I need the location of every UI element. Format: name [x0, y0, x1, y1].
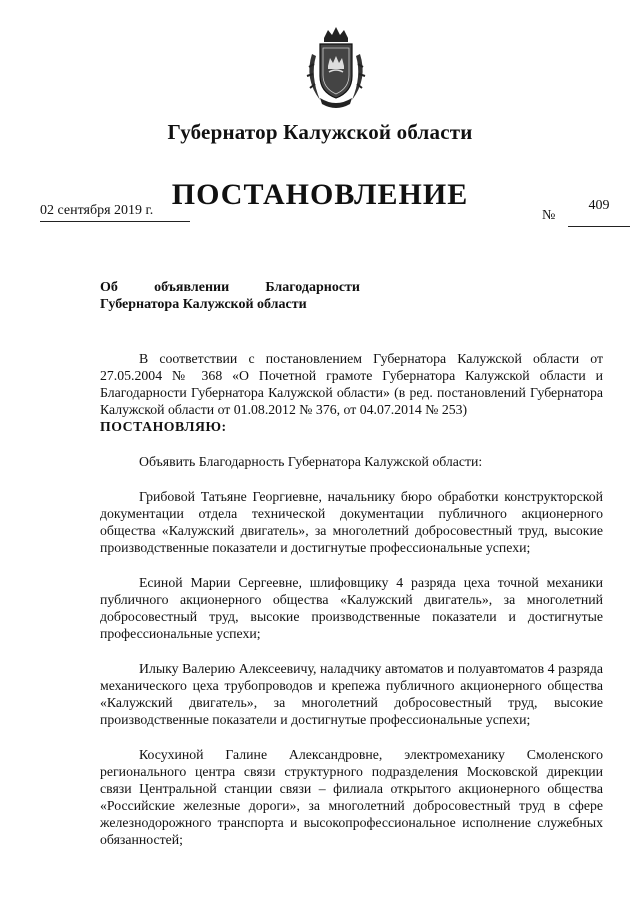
document-type-title: ПОСТАНОВЛЕНИЕ — [171, 178, 469, 211]
subject-line-1 — [100, 279, 360, 296]
kaluga-coat-of-arms-icon — [300, 24, 372, 110]
subject-word-3: Благодарности — [265, 280, 360, 295]
issuing-authority: Губернатор Калужской области — [167, 120, 473, 144]
recipient-paragraph-1: Грибовой Татьяне Георгиевне, начальнику бюро обработки конструкторской документации отдела технической документации публичного акционерного общества «Калужский двигатель», за многолетний добросовестный труд, высокие производственные показатели и достигнутые профессиональные успехи; — [100, 489, 603, 555]
document-date: 02 сентября 2019 г. — [40, 203, 190, 222]
preamble-paragraph: В соответствии с постановлением Губернатора Калужской области от 27.05.2004 № 368 «О Почетной грамоте Губернатора Калужской области и Благодарности Губернатора Калужской области» (в ред. постановлений Губернатора Калужской области от 01.08.2012 № 376, от 04.07.2014 № 253) — [100, 351, 603, 417]
announce-paragraph: Объявить Благодарность Губернатора Калужской области: — [139, 454, 483, 469]
recipient-paragraph-3: Илыку Валерию Алексеевичу, наладчику автоматов и полуавтоматов 4 разряда механического цеха трубопроводов и крепежа публичного акционерного общества «Калужский двигатель», за многолетний добросовестный труд, высокие производственные показатели и достигнутые профессиональные успехи; — [100, 661, 603, 727]
document-subject — [100, 279, 360, 313]
document-body — [100, 350, 603, 848]
document-number: 409 — [568, 198, 630, 227]
decree-word: ПОСТАНОВЛЯЮ: — [100, 419, 227, 434]
recipient-paragraph-4: Косухиной Галине Александровне, электромеханику Смоленского регионального центра связи структурного подразделения Московской дирекции связи Центральной станции связи – филиала открытого акционерного общества «Российские железные дороги», за многолетний добросовестный труд в сфере железнодорожного транспорта и высокопрофессиональное исполнение служебных обязанностей; — [100, 747, 603, 847]
subject-line-2: Губернатора Калужской области — [100, 297, 307, 312]
subject-word-1: Об — [100, 280, 118, 295]
number-sign: № — [542, 208, 556, 223]
subject-word-2: объявлении — [154, 280, 230, 295]
recipient-paragraph-2: Есиной Марии Сергеевне, шлифовщику 4 разряда цеха точной механики публичного акционерного общества «Калужский двигатель», за многолетний добросовестный труд, высокие производственные показатели и достигнутые профессиональные успехи; — [100, 575, 603, 641]
